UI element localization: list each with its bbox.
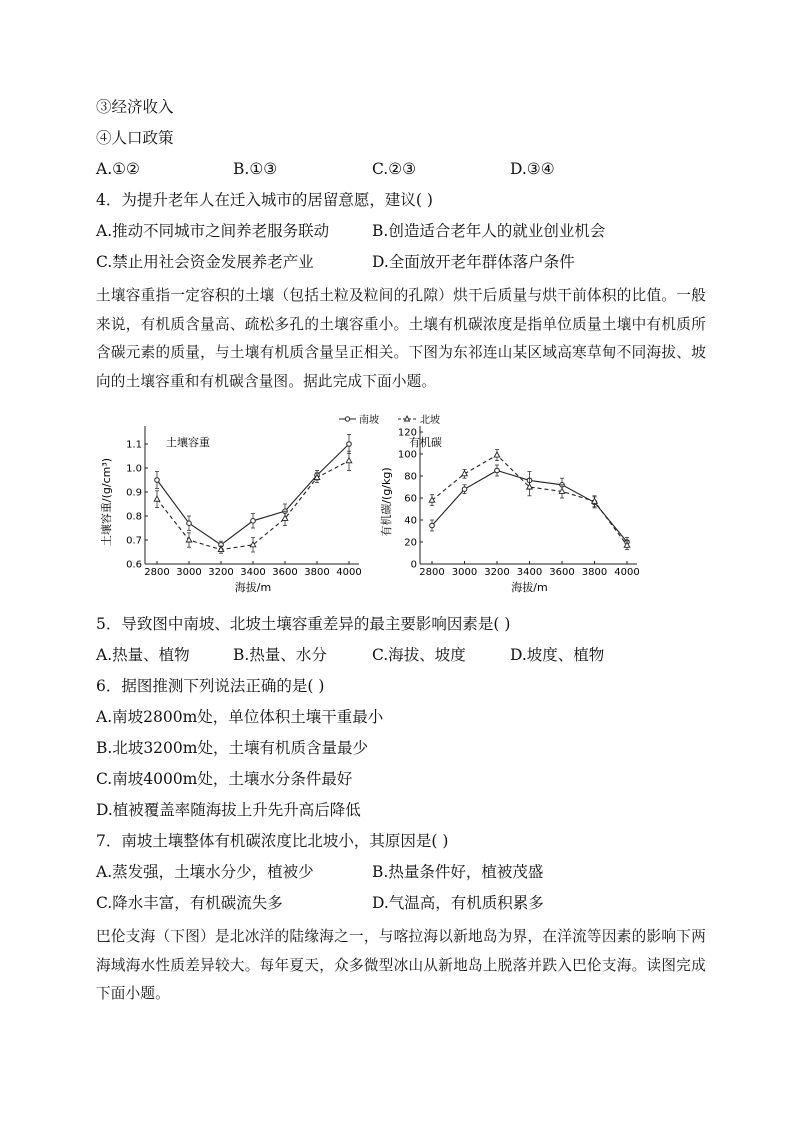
q7-option-b: B.热量条件好，植被茂盛 [372,863,544,881]
point-north [186,537,192,542]
q4-option-a: A.推动不同城市之间养老服务联动 [96,222,330,240]
intro-barents-paragraph: 巴伦支海（下图）是北冰洋的陆缘海之一，与喀拉海以新地岛为界，在洋流等因素的影响下两海域海水性质差异较大。每年夏天，众多微型冰山从新地岛上脱落并跌入巴伦支海。读图完成下面小题。 [96,928,706,1002]
x-tick-label: 2800 [419,567,445,578]
y-axis-label: 土壤容重/(g/cm³) [100,457,113,547]
y-tick-label: 120 [397,427,417,439]
y-tick-label: 60 [404,493,417,505]
point-north [346,458,352,463]
x-tick-label: 3600 [272,567,298,578]
x-tick-label: 3600 [549,567,575,578]
point-south [462,487,467,492]
q3-option-c: C.②③ [372,160,417,178]
point-north [154,496,160,501]
legend-south: 南坡 [359,415,379,426]
q3-item4: ④人口政策 [96,129,174,147]
q7-option-d: D.气温高，有机质积累多 [372,894,544,912]
point-south [187,521,192,526]
q4-option-b: B.创造适合老年人的就业创业机会 [372,222,606,240]
x-tick-label: 3200 [484,567,510,578]
chart-title: 有机碳 [409,436,442,449]
q6-stem: 6．据图推测下列说法正确的是( ) [96,677,325,695]
q3-option-d: D.③④ [510,160,555,178]
y-axis-label: 有机碳/(g/kg) [380,467,393,537]
y-tick-label: 0.6 [126,559,142,571]
y-tick-label: 0.9 [126,487,142,499]
q5-stem: 5．导致图中南坡、北坡土壤容重差异的最主要影响因素是( ) [96,615,511,633]
q7-stem: 7．南坡土壤整体有机碳浓度比北坡小，其原因是( ) [96,832,449,850]
x-tick-label: 3000 [451,567,478,578]
q5-option-d: D.坡度、植物 [510,646,605,664]
q3-item3: ③经济收入 [96,98,174,116]
y-tick-label: 0.7 [126,535,142,547]
q3-option-a: A.①② [96,160,140,178]
organic-carbon-chart [379,426,640,594]
q5-option-b: B.热量、水分 [233,646,327,664]
soil-figure [96,408,706,603]
q7-option-c: C.降水丰富，有机碳流失多 [96,894,283,912]
y-tick-label: 1.0 [126,463,142,475]
x-axis-label: 海拔/m [511,581,548,594]
y-tick-label: 1.1 [126,439,142,451]
x-tick-label: 3400 [516,567,543,578]
y-tick-label: 20 [404,537,417,549]
y-tick-label: 0 [410,559,417,571]
point-south [155,478,160,483]
figure-legend [339,413,440,426]
y-tick-label: 100 [397,449,417,461]
q6-option-a: A.南坡2800m处，单位体积土壤干重最小 [96,708,384,726]
point-south [430,523,435,528]
q5-option-a: A.热量、植物 [96,646,190,664]
y-tick-label: 0.8 [126,511,142,523]
q3-option-b: B.①③ [233,160,278,178]
q6-option-d: D.植被覆盖率随海拔上升先升高后降低 [96,801,361,819]
y-tick-label: 80 [404,471,417,483]
x-tick-label: 4000 [614,567,640,578]
q5-option-c: C.海拔、坡度 [372,646,466,664]
x-tick-label: 3800 [581,567,608,578]
q6-option-c: C.南坡4000m处，土壤水分条件最好 [96,770,353,788]
x-tick-label: 3800 [304,567,330,578]
q4-option-d: D.全面放开老年群体落户条件 [372,253,575,271]
series-south-line [157,444,349,545]
x-tick-label: 3000 [176,567,202,578]
q7-option-a: A.蒸发强，土壤水分少，植被少 [96,863,314,881]
intro-soil-paragraph: 土壤容重指一定容积的土壤（包括土粒及粒间的孔隙）烘干后质量与烘干前体积的比值。一般来说，有机质含量高、疏松多孔的土壤容重小。土壤有机碳浓度是指单位质量土壤中有机质所含碳元素的质量，与土壤有机质含量呈正相关。下图为东祁连山某区域高寒草甸不同海拔、坡向的土壤容重和有机碳含量图。据此完成下面小题。 [96,287,706,390]
q4-option-c: C.禁止用社会资金发展养老产业 [96,253,314,271]
x-tick-label: 3400 [240,567,266,578]
y-tick-label: 40 [404,515,417,527]
q6-option-b: B.北坡3200m处，土壤有机质含量最少 [96,739,368,757]
point-south [347,442,352,447]
x-axis-label: 海拔/m [234,581,272,594]
bulk-density-chart [99,426,362,594]
point-south [251,519,256,524]
series-north-line [157,461,349,550]
point-south [495,468,500,473]
x-tick-label: 3200 [208,567,234,578]
series-north-line [432,455,627,545]
x-tick-label: 2800 [144,567,170,578]
chart-title: 土壤容重 [166,436,210,449]
legend-north: 北坡 [420,415,440,426]
point-north [494,452,500,457]
x-tick-label: 4000 [336,567,362,578]
q4-stem: 4．为提升老年人在迁入城市的居留意愿，建议( ) [96,191,433,209]
